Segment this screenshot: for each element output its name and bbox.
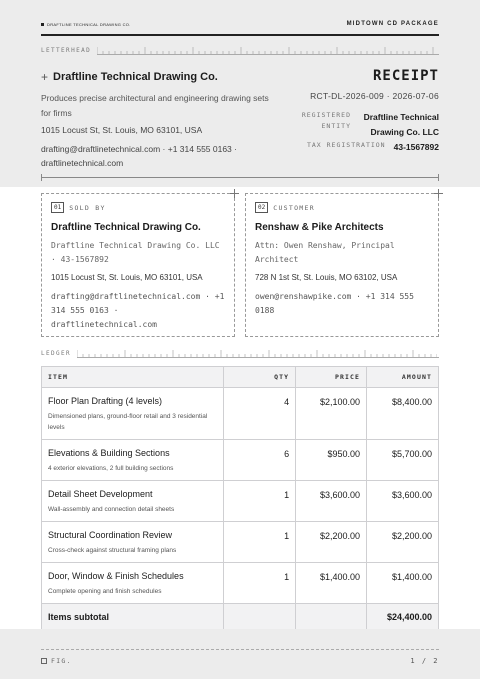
- item-name: Structural Coordination Review: [48, 530, 173, 540]
- brand-square-icon: [41, 23, 44, 26]
- tax-registration-label: TAX REGISTRATION: [306, 141, 386, 149]
- seller-name: Draftline Technical Drawing Co.: [51, 222, 201, 233]
- tax-registration-row: [307, 140, 439, 155]
- seller-card-header: [51, 202, 225, 213]
- customer-card-header: [255, 202, 429, 213]
- figure-label-text: FIG.: [51, 657, 72, 665]
- item-name: Elevations & Building Sections: [48, 448, 170, 458]
- customer-address: 728 N 1st St, St. Louis, MO 63102, USA: [255, 273, 398, 282]
- item-qty: 4: [224, 388, 296, 440]
- crosshair-icon: [434, 189, 443, 198]
- brand-mini: [41, 22, 131, 27]
- item-cell: [42, 522, 224, 563]
- item-cell: [42, 388, 224, 440]
- subtotal-label: Items subtotal: [42, 604, 224, 631]
- item-qty: 1: [224, 481, 296, 522]
- page-footer: [0, 629, 480, 679]
- customer-card: [245, 193, 439, 337]
- table-header-row: [42, 367, 439, 388]
- customer-name: Renshaw & Pike Architects: [255, 222, 384, 233]
- letterhead-label: LETTERHEAD: [41, 47, 92, 54]
- subtotal-value: $24,400.00: [367, 604, 439, 631]
- table-row: [42, 388, 439, 440]
- ledger-section: [0, 344, 480, 629]
- item-name: Door, Window & Finish Schedules: [48, 571, 184, 581]
- customer-label: CUSTOMER: [273, 203, 315, 212]
- parties-section: [0, 187, 480, 344]
- item-amount: $2,200.00: [367, 522, 439, 563]
- item-price: $3,600.00: [296, 481, 367, 522]
- table-row: [42, 481, 439, 522]
- item-amount: $5,700.00: [367, 440, 439, 481]
- column-header-item: ITEM: [42, 367, 224, 388]
- seller-label: SOLD BY: [69, 203, 106, 212]
- top-bar: [41, 14, 439, 36]
- ledger-ruler: [41, 348, 439, 358]
- table-row: [42, 522, 439, 563]
- subtotal-row: [42, 604, 439, 631]
- item-name: Floor Plan Drafting (4 levels): [48, 396, 163, 406]
- seller-contact: drafting@draftlinetechnical.com · +1 314 555 0163 · draftlinetechnical.com: [51, 292, 225, 329]
- item-price: $2,100.00: [296, 388, 367, 440]
- ruler-ticks: [97, 47, 439, 55]
- customer-contact: owen@renshawpike.com · +1 314 555 0188: [255, 292, 414, 315]
- company-name-text: Draftline Technical Drawing Co.: [53, 71, 218, 83]
- item-description: Cross-check against structural framing plans: [48, 547, 177, 554]
- seller-entity: Draftline Technical Drawing Co. LLC · 43-1567892: [51, 241, 220, 264]
- letterhead-ruler: [41, 45, 439, 55]
- figure-label: [41, 657, 72, 665]
- item-qty: 1: [224, 522, 296, 563]
- crosshair-icon: [230, 189, 239, 198]
- company-tagline: Produces precise architectural and engineering drawing sets for firms: [41, 93, 269, 118]
- letterhead-section: [0, 0, 480, 187]
- item-name: Detail Sheet Development: [48, 489, 153, 499]
- column-header-amount: AMOUNT: [367, 367, 439, 388]
- receipt-reference: RCT-DL-2026-009 · 2026-07-06: [310, 91, 439, 101]
- item-description: Dimensioned plans, ground-floor retail and 3 residential levels: [48, 413, 208, 431]
- column-header-qty: QTY: [224, 367, 296, 388]
- item-price: $2,200.00: [296, 522, 367, 563]
- tax-registration-value: 43-1567892: [393, 142, 439, 152]
- item-qty: 1: [224, 563, 296, 604]
- registered-entity-value: Draftline Technical Drawing Co. LLC: [363, 112, 439, 137]
- subtotal-empty-cell: [224, 604, 296, 631]
- page-number: 1 / 2: [410, 657, 439, 665]
- item-amount: $3,600.00: [367, 481, 439, 522]
- item-description: Complete opening and finish schedules: [48, 588, 162, 595]
- ledger-label: LEDGER: [41, 350, 72, 357]
- seller-card: [41, 193, 235, 337]
- subtotal-empty-cell: [296, 604, 367, 631]
- seller-address: 1015 Locust St, St. Louis, MO 63101, USA: [51, 273, 203, 282]
- package-name: MIDTOWN CD PACKAGE: [346, 21, 439, 27]
- footer-divider: [41, 649, 439, 650]
- item-amount: $1,400.00: [367, 563, 439, 604]
- frame-icon: [41, 658, 47, 664]
- table-row: [42, 440, 439, 481]
- company-contact: drafting@draftlinetechnical.com · +1 314 555 0163 · draftlinetechnical.com: [41, 144, 237, 168]
- item-description: 4 exterior elevations, 2 full building sections: [48, 465, 174, 472]
- item-price: $950.00: [296, 440, 367, 481]
- receipt-title: RECEIPT: [372, 68, 439, 84]
- item-amount: $8,400.00: [367, 388, 439, 440]
- customer-attention: Attn: Owen Renshaw, Principal Architect: [255, 241, 395, 264]
- brand-mini-text: DRAFTLINE TECHNICAL DRAWING CO.: [47, 21, 131, 27]
- plus-icon: +: [41, 70, 49, 84]
- item-cell: [42, 481, 224, 522]
- item-cell: [42, 440, 224, 481]
- item-cell: [42, 563, 224, 604]
- item-description: Wall-assembly and connection detail sheets: [48, 506, 175, 513]
- ruler-ticks: [77, 350, 439, 358]
- table-row: [42, 563, 439, 604]
- registered-entity-row: [301, 110, 439, 140]
- letterhead-divider: [41, 177, 439, 178]
- seller-number: 01: [51, 202, 64, 213]
- registered-entity-label: REGISTERED ENTITY: [301, 111, 351, 130]
- customer-number: 02: [255, 202, 268, 213]
- item-price: $1,400.00: [296, 563, 367, 604]
- column-header-price: PRICE: [296, 367, 367, 388]
- company-name: [41, 70, 218, 84]
- item-qty: 6: [224, 440, 296, 481]
- company-address: 1015 Locust St, St. Louis, MO 63101, USA: [41, 125, 203, 135]
- ledger-table: [41, 366, 439, 631]
